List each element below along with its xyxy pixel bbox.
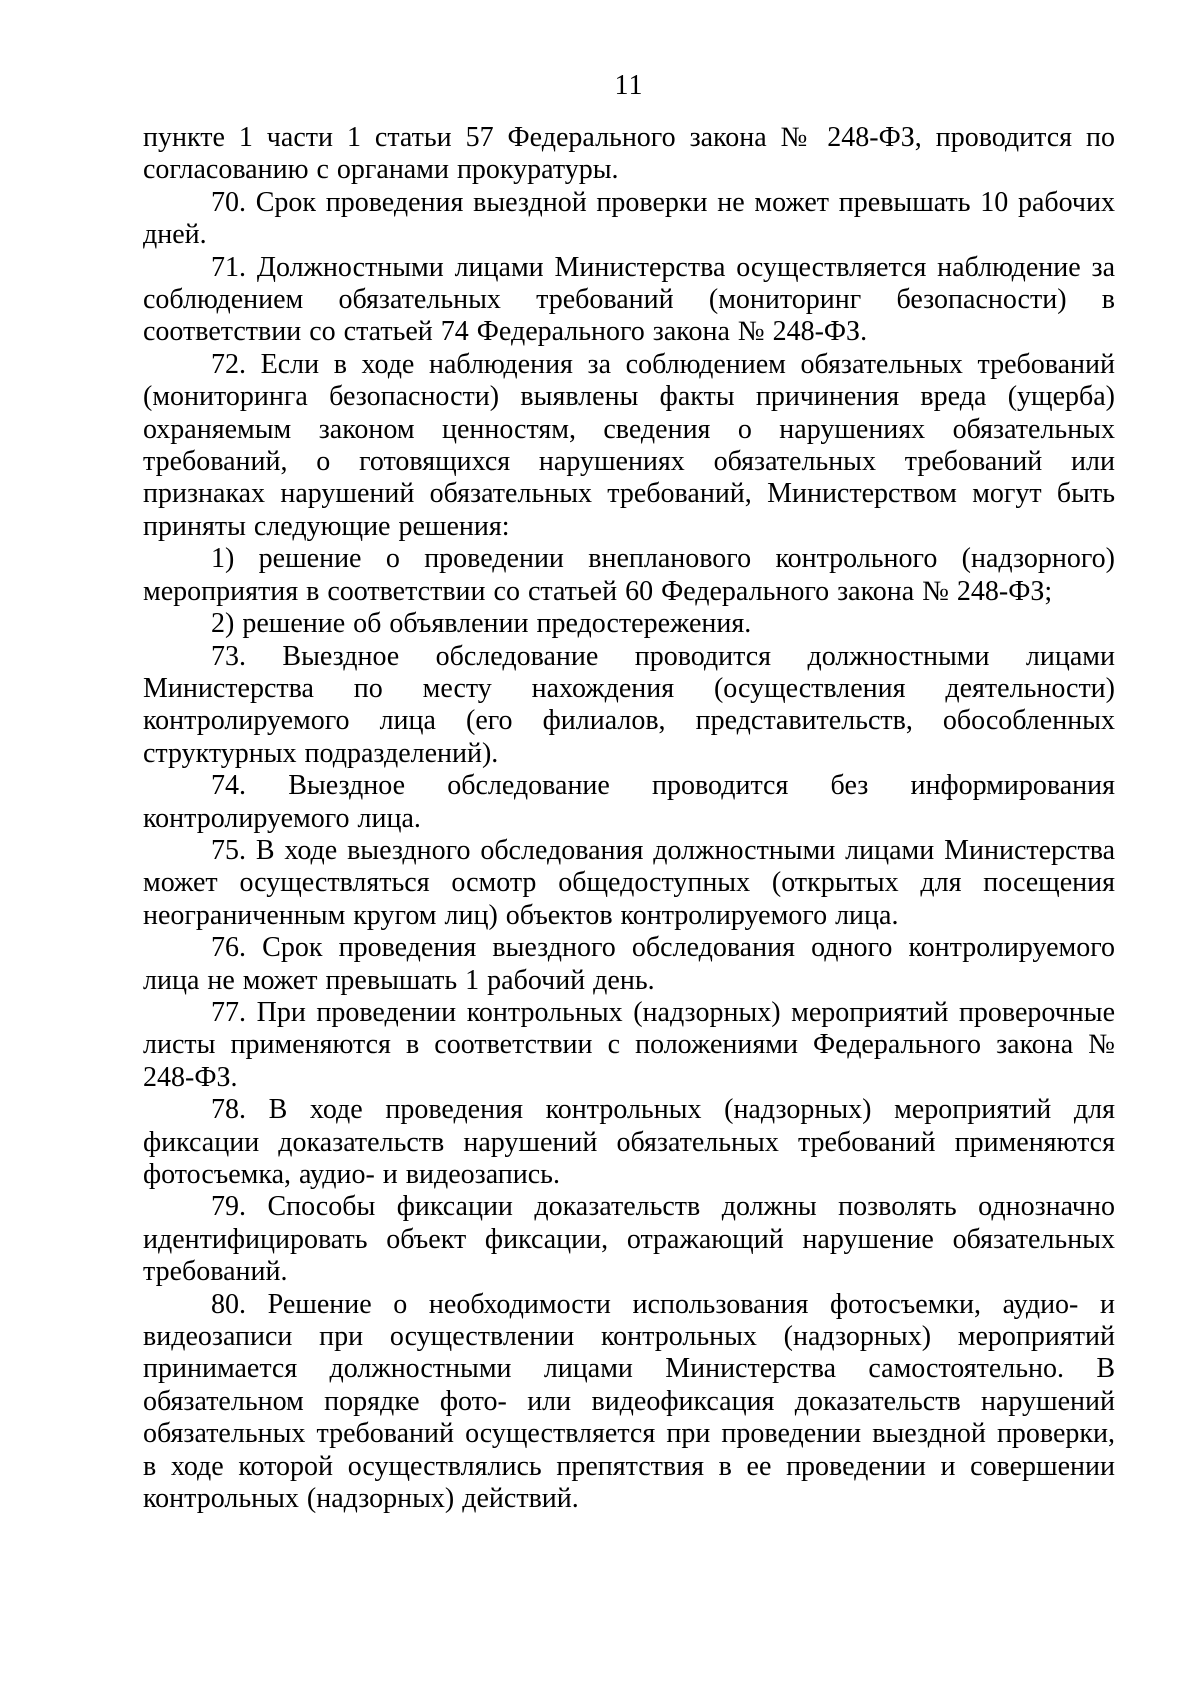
paragraph: 1) решение о проведении внепланового контрольного (надзорного) мероприятия в соответствии со статьей 60 Федерального закона № 248-ФЗ;: [143, 543, 1115, 607]
page-number: 11: [614, 70, 644, 101]
paragraph: 79. Способы фиксации доказательств должны позволять однозначно идентифицировать объект фиксации, отражающий нарушение обязательных требований.: [143, 1191, 1115, 1288]
paragraph: 77. При проведении контрольных (надзорных) мероприятий проверочные листы применяются в соответствии с положениями Федерального закона № 248-ФЗ.: [143, 996, 1115, 1093]
paragraph: пункте 1 части 1 статьи 57 Федерального закона № 248-ФЗ, проводится по согласованию с органами прокуратуры.: [143, 122, 1115, 186]
paragraph: 78. В ходе проведения контрольных (надзорных) мероприятий для фиксации доказательств нарушений обязательных требований применяются фотосъемка, аудио- и видеозапись.: [143, 1094, 1115, 1190]
document-body: [143, 122, 1115, 1515]
paragraph: 74. Выездное обследование проводится без информирования контролируемого лица.: [143, 770, 1115, 834]
paragraph: 80. Решение о необходимости использования фотосъемки, аудио- и видеозаписи при осуществлении контрольных (надзорных) мероприятий принимается должностными лицами Министерства самостоятельно. В обязательном порядке фото- или видеофиксация доказательств нарушений обязательных требований осуществляется при проведении выездной проверки, в ходе которой осуществлялись препятствия в ее проведении и совершении контрольных (надзорных) действий.: [143, 1288, 1115, 1515]
paragraph: 75. В ходе выездного обследования должностными лицами Министерства может осуществляться осмотр общедоступных (открытых для посещения неограниченным кругом лиц) объектов контролируемого лица.: [143, 834, 1115, 931]
paragraph: 70. Срок проведения выездной проверки не может превышать 10 рабочих дней.: [143, 186, 1115, 251]
paragraph: 76. Срок проведения выездного обследования одного контролируемого лица не может превышать 1 рабочий день.: [143, 932, 1115, 996]
paragraph: 2) решение об объявлении предостережения.: [211, 608, 752, 640]
paragraph: 72. Если в ходе наблюдения за соблюдением обязательных требований (мониторинга безопасности) выявлены факты причинения вреда (ущерба) охраняемым законом ценностям, сведения о нарушениях обязательных требований, о готовящихся нарушениях обязательных требований или признаках нарушений обязательных требований, Министерством могут быть приняты следующие решения:: [143, 348, 1115, 542]
paragraph: 71. Должностными лицами Министерства осуществляется наблюдение за соблюдением обязательных требований (мониторинг безопасности) в соответствии со статьей 74 Федерального закона № 248-ФЗ.: [143, 251, 1115, 348]
paragraph: 73. Выездное обследование проводится должностными лицами Министерства по месту нахождения (осуществления деятельности) контролируемого лица (его филиалов, представительств, обособленных структурных подразделений).: [143, 640, 1115, 769]
